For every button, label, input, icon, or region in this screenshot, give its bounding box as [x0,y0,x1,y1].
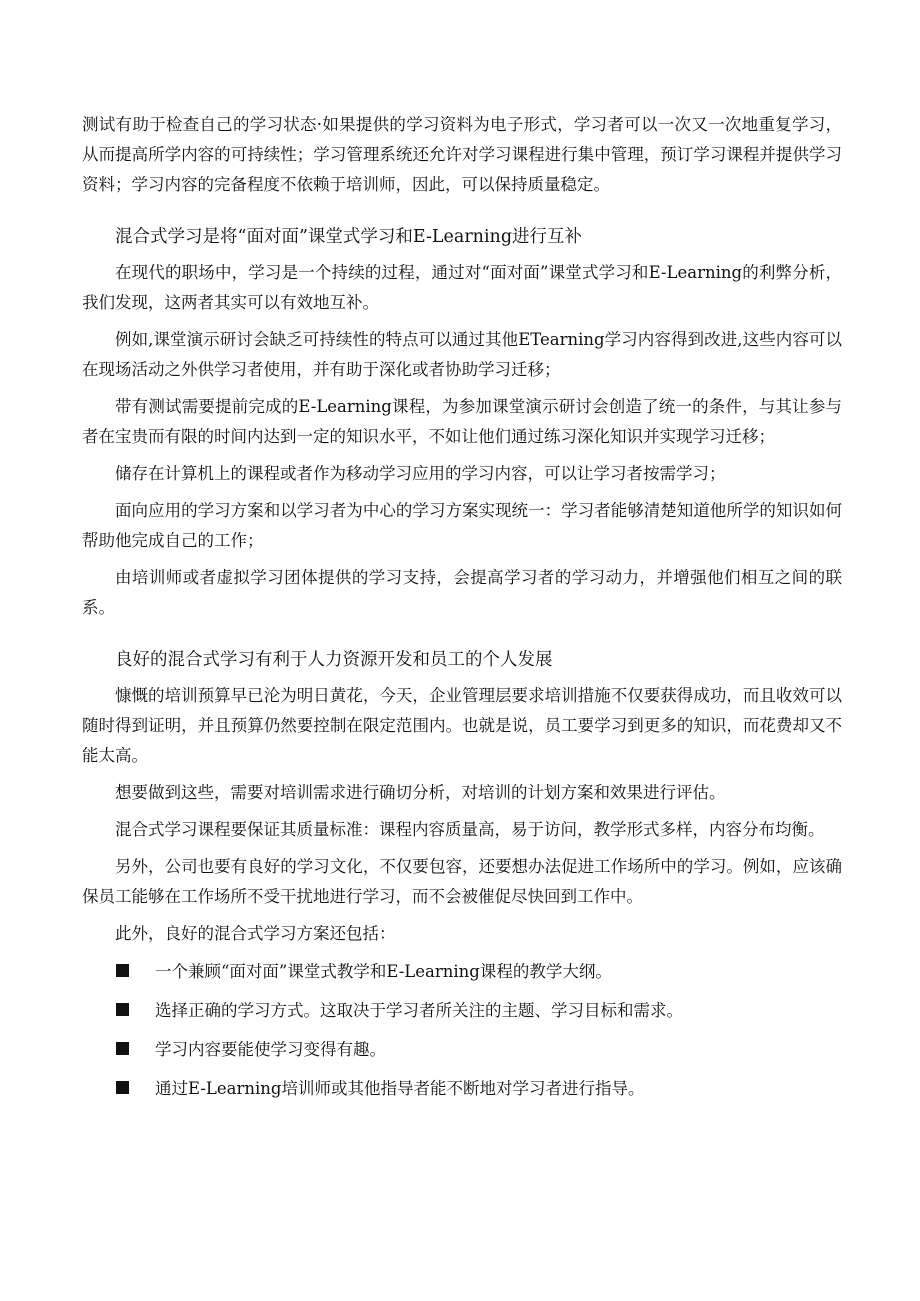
body-paragraph: 例如,课堂演示研讨会缺乏可持续性的特点可以通过其他ETearning学习内容得到改进,这些内容可以在现场活动之外供学习者使用，并有助于深化或者协助学习迁移； [82,330,842,379]
body-paragraph: 储存在计算机上的课程或者作为移动学习应用的学习内容，可以让学习者按需学习； [115,464,726,483]
body-paragraph: 由培训师或者虚拟学习团体提供的学习支持，会提高学习者的学习动力，并增强他们相互之间的联系。 [82,568,842,617]
body-paragraph: 想要做到这些，需要对培训需求进行确切分析，对培训的计划方案和效果进行评估。 [115,783,726,802]
body-paragraph: 慷慨的培训预算早已沦为明日黄花，今天，企业管理层要求培训措施不仅要获得成功，而且收效可以随时得到证明，并且预算仍然要控制在限定范围内。也就是说，员工要学习到更多的知识，而花费却又不能太高。 [82,686,842,765]
list-item [82,1033,842,1063]
list-item-text: 学习内容要能使学习变得有趣。 [155,1040,386,1059]
list-item [82,1072,842,1102]
bullet-list [82,955,842,1102]
square-bullet-icon [116,1081,129,1094]
list-item-text: 通过E-Learning培训师或其他指导者能不断地对学习者进行指导。 [155,1079,645,1098]
body-paragraph: 在现代的职场中，学习是一个持续的过程，通过对“面对面”课堂式学习和E-Learning的利弊分析，我们发现，这两者其实可以有效地互补。 [82,263,842,312]
document-page [82,110,842,1111]
list-intro: 此外，良好的混合式学习方案还包括： [115,924,396,943]
intro-paragraph: 测试有助于检查自己的学习状态·如果提供的学习资料为电子形式，学习者可以一次又一次地重复学习，从而提高所学内容的可持续性；学习管理系统还允许对学习课程进行集中管理，预订学习课程并提供学习资料；学习内容的完备程度不依赖于培训师，因此，可以保持质量稳定。 [82,115,842,194]
body-paragraph: 带有测试需要提前完成的E-Learning课程，为参加课堂演示研讨会创造了统一的条件，与其让参与者在宝贵而有限的时间内达到一定的知识水平，不如让他们通过练习深化知识并实现学习迁移； [82,397,842,446]
section-heading-hr-development: 良好的混合式学习有利于人力资源开发和员工的个人发展 [115,650,553,670]
square-bullet-icon [116,1042,129,1055]
list-item [82,994,842,1024]
square-bullet-icon [116,1003,129,1016]
section-heading-blended-complement: 混合式学习是将“面对面”课堂式学习和E-Learning进行互补 [115,227,583,247]
list-item-text: 选择正确的学习方式。这取决于学习者所关注的主题、学习目标和需求。 [155,1001,683,1020]
body-paragraph: 混合式学习课程要保证其质量标准：课程内容质量高，易于访问，教学形式多样，内容分布均衡。 [115,820,825,839]
list-item [82,955,842,985]
body-paragraph: 另外，公司也要有良好的学习文化，不仅要包容，还要想办法促进工作场所中的学习。例如，应该确保员工能够在工作场所不受干扰地进行学习，而不会被催促尽快回到工作中。 [82,857,842,906]
square-bullet-icon [116,964,129,977]
list-item-text: 一个兼顾“面对面”课堂式教学和E-Learning课程的教学大纲。 [155,962,612,981]
body-paragraph: 面向应用的学习方案和以学习者为中心的学习方案实现统一：学习者能够清楚知道他所学的知识如何帮助他完成自己的工作； [82,501,842,550]
